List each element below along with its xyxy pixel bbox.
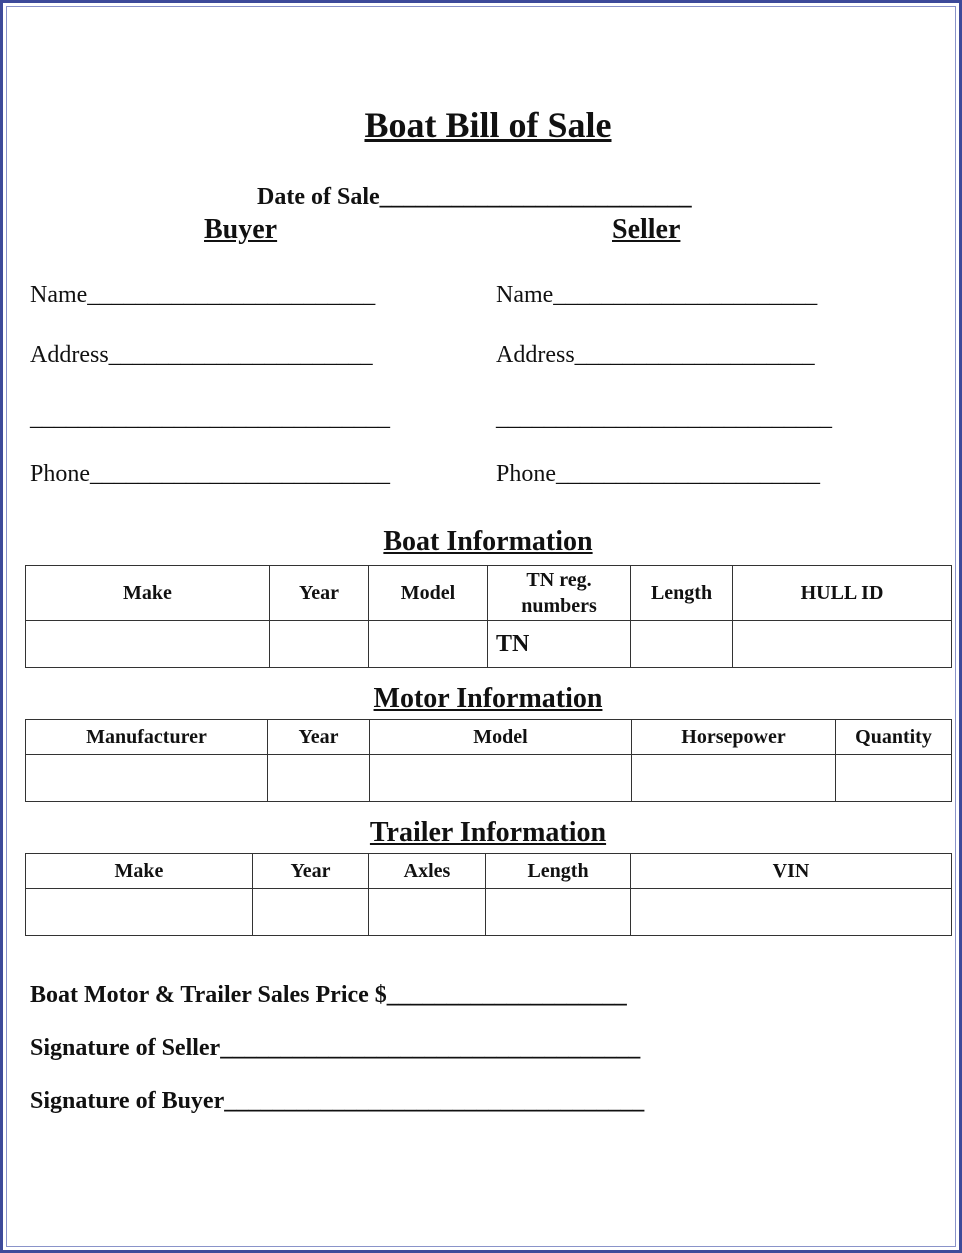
boat-tn-cell[interactable]: TN (488, 621, 631, 668)
buyer-phone-field[interactable]: Phone_________________________ (30, 461, 390, 487)
motor-manufacturer-cell[interactable] (26, 755, 268, 802)
boat-model-cell[interactable] (369, 621, 488, 668)
seller-heading: Seller (612, 214, 681, 245)
buyer-name-field[interactable]: Name________________________ (30, 282, 376, 308)
motor-horsepower-cell[interactable] (632, 755, 836, 802)
motor-header-year: Year (268, 720, 370, 755)
boat-year-cell[interactable] (270, 621, 369, 668)
date-of-sale-field[interactable]: Date of Sale__________________________ (257, 184, 692, 210)
buyer-address-field[interactable]: Address______________________ (30, 342, 373, 368)
motor-information-table (25, 719, 952, 802)
motor-year-cell[interactable] (268, 755, 370, 802)
boat-hull-id-cell[interactable] (733, 621, 952, 668)
boat-header-make: Make (26, 566, 270, 621)
document-title: Boat Bill of Sale (364, 105, 612, 145)
boat-information-table (25, 565, 952, 668)
boat-header-length: Length (631, 566, 733, 621)
trailer-make-cell[interactable] (26, 889, 253, 936)
motor-information-title: Motor Information (373, 683, 603, 714)
trailer-length-cell[interactable] (486, 889, 631, 936)
seller-address-field[interactable]: Address____________________ (496, 342, 815, 368)
boat-make-cell[interactable] (26, 621, 270, 668)
trailer-header-make: Make (26, 854, 253, 889)
motor-quantity-cell[interactable] (836, 755, 952, 802)
buyer-address-line2-field[interactable]: ______________________________ (30, 405, 390, 431)
trailer-header-axles: Axles (369, 854, 486, 889)
boat-header-model: Model (369, 566, 488, 621)
trailer-header-vin: VIN (631, 854, 952, 889)
boat-information-title: Boat Information (383, 526, 593, 557)
buyer-signature-field[interactable]: Signature of Buyer___________________________________ (30, 1088, 645, 1114)
seller-address-line2-field[interactable]: ____________________________ (496, 405, 832, 431)
seller-signature-field[interactable]: Signature of Seller___________________________________ (30, 1035, 641, 1061)
motor-header-manufacturer: Manufacturer (26, 720, 268, 755)
buyer-heading: Buyer (204, 214, 278, 245)
boat-header-tn-reg: TN reg. numbers (488, 566, 631, 621)
motor-header-horsepower: Horsepower (632, 720, 836, 755)
boat-length-cell[interactable] (631, 621, 733, 668)
seller-name-field[interactable]: Name______________________ (496, 282, 818, 308)
trailer-year-cell[interactable] (253, 889, 369, 936)
motor-header-model: Model (370, 720, 632, 755)
trailer-vin-cell[interactable] (631, 889, 952, 936)
trailer-information-table (25, 853, 952, 936)
boat-header-hull-id: HULL ID (733, 566, 952, 621)
trailer-axles-cell[interactable] (369, 889, 486, 936)
boat-header-year: Year (270, 566, 369, 621)
trailer-header-length: Length (486, 854, 631, 889)
sales-price-field[interactable]: Boat Motor & Trailer Sales Price $____________________ (30, 982, 627, 1008)
motor-model-cell[interactable] (370, 755, 632, 802)
trailer-header-year: Year (253, 854, 369, 889)
trailer-information-title: Trailer Information (369, 817, 607, 848)
motor-header-quantity: Quantity (836, 720, 952, 755)
seller-phone-field[interactable]: Phone______________________ (496, 461, 820, 487)
